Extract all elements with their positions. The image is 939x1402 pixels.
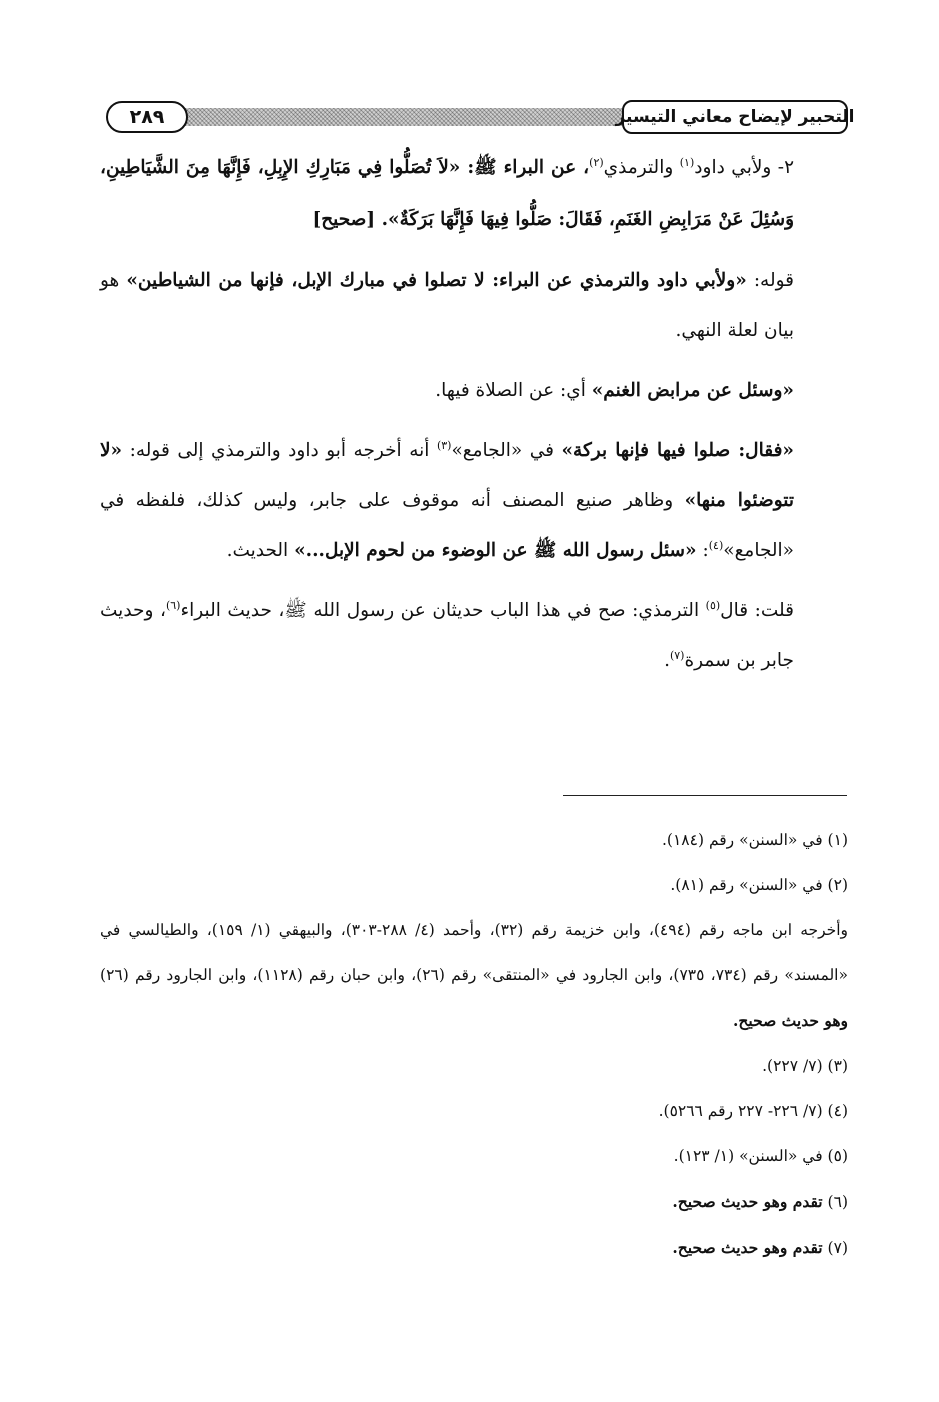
book-title-frame [615, 100, 855, 134]
footnote-separator [563, 795, 847, 796]
p2-quote: «وسئل عن مرابض الغنم» [591, 380, 794, 401]
footnote-2-continuation-text: وأخرجه ابن ماجه رقم (٤٩٤)، وابن خزيمة رقم (٣٢)، وأحمد (٤/ ٢٨٨-٣٠٣)، والبيهقي (١/ ١٥٩)، والطيالسي في «المسند» رقم (٧٣٤، ٧٣٥)، وابن الجارود في «المنتقى» رقم (٢٦)، وابن حبان رقم (١١٢٨)، وابن الجارود رقم (٢٦) [100, 921, 849, 984]
hadith-and: والترمذي [603, 157, 680, 178]
footnote-2-grade: وهو حديث صحيح. [733, 1011, 848, 1030]
hadith-intro: ٢- ولأبي داود [694, 157, 794, 178]
commentary-paragraph-3 [100, 426, 848, 576]
p1-lead: قوله: [746, 270, 795, 291]
footnote-1: (١) في «السنن» رقم (١٨٤). [662, 831, 848, 849]
p4-lead: قلت: قال [720, 600, 795, 621]
page-header [100, 100, 855, 136]
p3-mid2: أنه أخرجه أبو داود والترمذي إلى قوله: [122, 440, 437, 461]
p4-tail: . [664, 650, 670, 671]
commentary-paragraph-2 [100, 366, 848, 416]
hadith-text: ، عن البراء ﷺ: «لاَ تُصَلُّوا فِي مَبَارِكِ الإِبِلِ، فَإِنَّهَا مِنَ الشَّيَاطِينِ، وَسُئِلَ عَنْ مَرَابِضِ الغَنَمِ، فَقَالَ: صَلُّوا فِيهَا فَإِنَّهَا بَرَكَةٌ». [100, 157, 794, 230]
footnote-ref-1: (١) [679, 155, 695, 169]
footnote-5: (٥) في «السنن» (١/ ١٢٣). [673, 1147, 848, 1165]
footnote-ref-6: (٦) [165, 598, 181, 612]
footnote-4: (٤) (٧/ ٢٢٦- ٢٢٧ رقم ٥٢٦٦). [658, 1102, 848, 1120]
p3-mid4: : [696, 540, 709, 561]
p1-tail: هو بيان لعلة النهي. [100, 270, 794, 341]
book-title: التحبير لإيضاح معاني التيسير [615, 107, 855, 127]
p3-mid3: وظاهر صنيع المصنف أنه موقوف على جابر، وليس كذلك، فلفظه في «الجامع» [100, 490, 794, 561]
hadith-grade: [صحيح] [312, 209, 382, 230]
p4-mid: الترمذي: صح في هذا الباب حديثان عن رسول الله ﷺ، حديث البراء [180, 600, 706, 621]
commentary-paragraph-4 [100, 586, 848, 686]
footnote-6-text: تقدم وهو حديث صحيح. [672, 1192, 823, 1211]
commentary-paragraph-1 [100, 256, 848, 356]
page-number: ٢٨٩ [129, 106, 165, 128]
page-number-frame [106, 101, 188, 133]
p3-mid1: في «الجامع» [451, 440, 562, 461]
footnote-2-continuation [100, 908, 848, 1044]
footnote-2: (٢) في «السنن» رقم (٨١). [670, 876, 848, 894]
footnote-6-number: (٦) [822, 1193, 848, 1211]
p4-mid2: ، وحديث جابر بن سمرة [100, 600, 794, 671]
footnote-ref-2: (٢) [589, 155, 604, 169]
footnote-7 [100, 1225, 848, 1271]
footnote-7-text: تقدم وهو حديث صحيح. [672, 1238, 823, 1257]
footnote-ref-7: (٧) [669, 648, 685, 662]
header-ornament-band [160, 108, 622, 126]
footnotes [100, 818, 848, 1271]
p1-quote: «ولأبي داود والترمذي عن البراء: لا تصلوا في مبارك الإبل، فإنها من الشياطين» [126, 270, 747, 291]
p3-quote3: «سئل رسول الله ﷺ عن الوضوء من لحوم الإبل...» [294, 540, 697, 561]
footnote-6 [100, 1179, 848, 1225]
hadith-paragraph [100, 142, 848, 246]
footnote-ref-5: (٥) [705, 598, 721, 612]
footnote-ref-3: (٣) [436, 438, 452, 452]
footnote-3: (٣) (٧/ ٢٢٧). [762, 1057, 848, 1075]
footnote-7-number: (٧) [822, 1239, 848, 1257]
p3-tail: الحديث. [226, 540, 295, 561]
p3-quote: «فقال: صلوا فيها فإنها بركة» [561, 440, 794, 461]
main-text [100, 142, 848, 686]
footnote-ref-4: (٤) [708, 538, 724, 552]
p2-tail: أي: عن الصلاة فيها. [435, 380, 592, 401]
p3-quote2: «لا تتوضئوا منها» [100, 440, 794, 511]
